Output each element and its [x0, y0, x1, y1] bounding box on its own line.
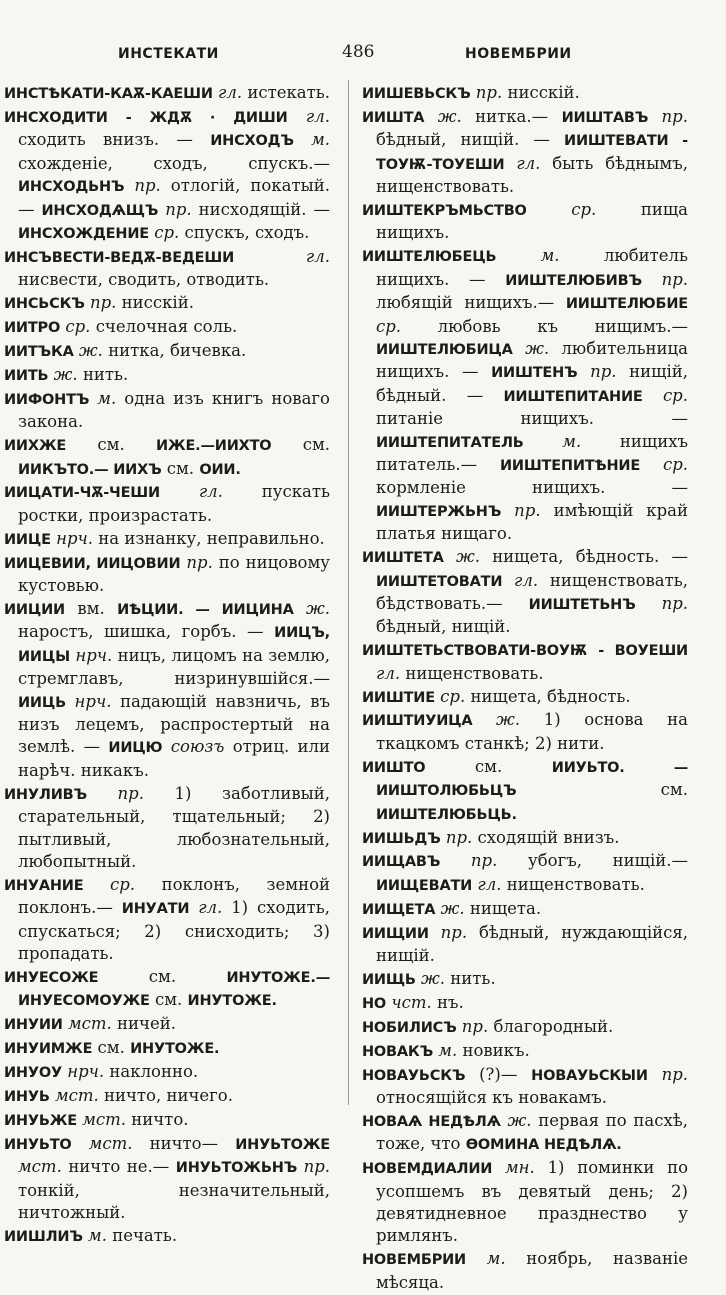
- headword: ИИШТИУИЦА: [362, 713, 473, 730]
- definition-text: 1) основа на ткацкомъ станкѣ; 2) нити.: [376, 710, 688, 753]
- headword: ИИШТЕПИТАТЕЛЬ: [376, 434, 524, 451]
- headword: ИИШЕВЬСКЪ: [362, 86, 471, 102]
- right-column-entry: [362, 968, 688, 991]
- page-number: 486: [342, 42, 375, 62]
- headword: ИИШТЕПИТѢНИЕ: [499, 458, 641, 474]
- definition-text: 1) поминки по усопшемъ въ девятый день; 2) девятидневное празднество у римлянъ.: [376, 1158, 689, 1246]
- headword: ИНУИМЖЕ: [4, 1041, 93, 1058]
- left-column-entry: [4, 434, 330, 481]
- definition-text: нищій, бѣдный. —: [376, 362, 689, 405]
- headword: ИИШТЕЛЮБИЕ: [565, 296, 688, 313]
- definition-text: бѣдный, нищій. —: [376, 130, 550, 150]
- grammar-abbreviation: ср.: [571, 200, 597, 220]
- grammar-abbreviation: гл.: [218, 83, 243, 102]
- definition-text: нищенствовать, бѣдствовать.—: [376, 570, 688, 613]
- definition-text: любящій нищихъ.—: [376, 293, 555, 313]
- grammar-abbreviation: ср.: [440, 686, 466, 706]
- definition-text: нищенствовать.: [405, 663, 544, 683]
- grammar-abbreviation: ж.: [496, 710, 521, 730]
- headword: ИИШТЕЛЮБИЦА: [376, 341, 513, 358]
- grammar-abbreviation: м.: [97, 388, 117, 408]
- grammar-abbreviation: м.: [540, 246, 560, 266]
- headword: ИИШТЕПИТАНИЕ: [503, 388, 643, 405]
- left-column-entry: [4, 1109, 330, 1132]
- headword: ИНУЕСОЖЕ: [4, 969, 99, 986]
- right-running-headword: НОВЕМБРИИ: [465, 46, 572, 62]
- definition-text: ничто—: [149, 1133, 219, 1153]
- headword: ИИШТИЕ: [362, 689, 435, 706]
- headword: ИНСХОДИТИ - ЖДѪ · ДИШИ: [4, 109, 288, 126]
- definition-text: бѣдный, нищій.: [376, 617, 511, 637]
- right-column: [362, 82, 688, 1295]
- right-column-entry: [362, 245, 688, 545]
- definition-text: быть бѣднымъ, нищенствовать.: [376, 153, 688, 197]
- left-column-entry: [4, 1013, 330, 1036]
- left-column: [4, 82, 330, 1249]
- definition-text: наклонно.: [109, 1062, 199, 1082]
- definition-text: нищихъ питатель.—: [376, 431, 689, 474]
- right-column-entry: [362, 106, 688, 199]
- definition-text: нить.: [450, 968, 496, 988]
- headword: ИНСХОДЪ: [210, 133, 294, 150]
- definition-text: ноябрь, названіе мѣсяца.: [376, 1249, 689, 1292]
- headword: ИИШТЕРЖЬНЪ: [376, 503, 502, 520]
- grammar-abbreviation: м.: [486, 1249, 506, 1269]
- grammar-abbreviation: ж.: [421, 968, 446, 988]
- grammar-abbreviation: пр.: [661, 106, 688, 126]
- headword: ИНСХОЖДЕНИЕ: [18, 225, 149, 242]
- definition-text: сходящій внизъ.: [477, 827, 620, 847]
- headword: ИНУЬТОЖЕ: [235, 1136, 331, 1153]
- grammar-abbreviation: ж.: [437, 106, 462, 126]
- headword: ИИШТЕТЬСТВОВАТИ-ВОУѬ - ВОУЕШИ: [362, 643, 688, 660]
- definition-text: (?)—: [479, 1064, 518, 1084]
- headword: ИНСТѢКАТИ-КАѪ-КАЕШИ: [4, 86, 213, 102]
- definition-text: питаніе нищихъ. —: [376, 409, 688, 429]
- right-column-entry: [362, 756, 688, 826]
- definition-text: отлогій, покатый. —: [18, 176, 330, 219]
- right-column-entry: [362, 992, 688, 1015]
- definition-text: падающій навзничь, въ низъ лецемъ, распростертый на землѣ. —: [18, 691, 331, 757]
- left-column-entry: [4, 82, 330, 105]
- headword: НОВЕМДИАЛИИ: [362, 1161, 493, 1178]
- headword: ИИТРО: [4, 320, 61, 337]
- right-column-entry: [362, 898, 688, 921]
- definition-text: кормленіе нищихъ. —: [376, 478, 688, 498]
- grammar-abbreviation: гл.: [514, 570, 539, 590]
- headword: НОБИЛИСЪ: [362, 1019, 457, 1036]
- headword: НОВАѦ НЕДѢЛѦ: [362, 1113, 501, 1130]
- definition-text: ничей.: [117, 1014, 176, 1034]
- grammar-abbreviation: ж.: [455, 547, 480, 567]
- page-header: [0, 42, 726, 72]
- headword: ИИУЬТО. — ИИШТОЛЮБЬЦЪ: [376, 759, 689, 800]
- definition-text: см.: [302, 435, 331, 455]
- grammar-abbreviation: м.: [438, 1040, 458, 1060]
- headword: НОВАУЬСКЪ: [362, 1067, 466, 1084]
- definition-text: нисходящій. —: [198, 199, 330, 219]
- headword: ИИШТЕВАТИ - ТОУѬ-ТОУЕШИ: [376, 133, 688, 173]
- definition-text: счелочная соль.: [95, 317, 238, 337]
- headword: ИНСХОДЬНЪ: [18, 179, 125, 196]
- definition-text: нищета, бѣдность. —: [492, 547, 689, 567]
- headword: ИИШТЕЛЮБЬЦЬ.: [376, 806, 517, 823]
- grammar-abbreviation: ср.: [376, 316, 402, 336]
- grammar-abbreviation: м.: [311, 130, 331, 150]
- right-column-entry: [362, 1110, 688, 1157]
- grammar-abbreviation: мст.: [54, 1085, 99, 1105]
- grammar-abbreviation: гл.: [198, 482, 223, 502]
- definition-text: любовь къ нищимъ.—: [437, 316, 688, 336]
- right-column-entry: [362, 546, 688, 639]
- definition-text: убогъ, нищій.—: [528, 851, 689, 871]
- definition-text: на изнанку, неправильно.: [98, 528, 325, 548]
- grammar-abbreviation: гл.: [198, 898, 223, 918]
- definition-text: 1) заботливый, старательный, тщательный; 2) пытливый, любознательный, любопытный.: [18, 783, 331, 871]
- grammar-abbreviation: пр.: [440, 922, 468, 942]
- definition-text: печать.: [112, 1225, 178, 1245]
- left-column-entry: [4, 388, 330, 434]
- headword: ИИШТАВЪ: [561, 109, 649, 126]
- grammar-abbreviation: гл.: [376, 663, 401, 683]
- definition-text: нищета.: [469, 898, 542, 918]
- definition-text: нитка, бичевка.: [108, 340, 247, 360]
- headword: ИИЩЕВАТИ: [376, 877, 473, 894]
- right-column-entry: [362, 827, 688, 850]
- definition-text: 1) сходить, спускаться; 2) снисходить; 3) пропадать.: [18, 898, 330, 964]
- definition-text: см.: [660, 780, 688, 800]
- definition-text: нить.: [82, 364, 129, 384]
- headword: ИИТЬ: [4, 367, 49, 384]
- definition-text: пища нищихъ.: [376, 200, 689, 243]
- grammar-abbreviation: ж.: [525, 338, 550, 358]
- headword: ИИШТО: [362, 759, 426, 776]
- definition-text: схожденіе, сходъ, спускъ.—: [18, 153, 330, 173]
- left-column-entry: [4, 1061, 330, 1084]
- headword: ИИШТЕНЪ: [491, 365, 578, 382]
- left-column-entry: [4, 106, 330, 245]
- definition-text: вм.: [77, 598, 105, 618]
- left-column-entry: [4, 316, 330, 339]
- headword: ИИШТЕТА: [362, 550, 444, 567]
- headword: ИЖЕ.—ИИХТО: [155, 438, 272, 455]
- headword: ИИШТЕТОВАТИ: [376, 573, 503, 590]
- headword: ѲОМИНА НЕДѢЛѦ.: [465, 1137, 622, 1154]
- definition-text: нитка.—: [475, 106, 549, 126]
- left-column-entry: [4, 1037, 330, 1060]
- left-column-entry: [4, 292, 330, 315]
- definition-text: нисскій.: [121, 293, 194, 313]
- grammar-abbreviation: ср.: [662, 385, 688, 405]
- grammar-abbreviation: пр.: [661, 1064, 689, 1084]
- grammar-abbreviation: пр.: [661, 269, 688, 289]
- definition-text: нищета, бѣдность.: [470, 686, 631, 706]
- definition-text: истекать.: [247, 83, 330, 102]
- headword: ИИШТЕЛЮБИВЪ: [505, 272, 642, 289]
- grammar-abbreviation: м.: [88, 1225, 107, 1245]
- left-column-entry: [4, 364, 330, 387]
- headword: ИИШТЕТЬНЪ: [528, 596, 636, 613]
- definition-text: поклонъ, земной поклонъ.—: [18, 874, 331, 918]
- headword: НО: [362, 995, 387, 1012]
- right-column-entry: [362, 639, 688, 685]
- right-column-entry: [362, 922, 688, 968]
- grammar-abbreviation: ср.: [662, 455, 689, 474]
- headword: НОВАКЪ: [362, 1043, 434, 1060]
- right-column-entry: [362, 1157, 688, 1248]
- headword: ИИТЪКА: [4, 343, 74, 360]
- headword: ИИЦЪ, ИИЦЫ: [18, 625, 330, 665]
- grammar-abbreviation: нрч.: [75, 645, 113, 665]
- definition-text: по ницовому кустовью.: [18, 552, 330, 596]
- definition-text: наростъ, шишка, горбъ. —: [18, 622, 264, 642]
- definition-text: нисскій.: [507, 83, 580, 102]
- right-column-entry: [362, 1248, 688, 1294]
- grammar-abbreviation: нрч.: [67, 1062, 105, 1082]
- definition-text: пускать ростки, произрастать.: [18, 482, 331, 525]
- headword: ИНСЬСКЪ: [4, 296, 85, 313]
- right-column-entry: [362, 850, 688, 897]
- grammar-abbreviation: пр.: [475, 83, 503, 102]
- definition-text: см.: [97, 1038, 125, 1058]
- definition-text: тонкій, незначительный, ничтожный.: [18, 1180, 330, 1222]
- headword: ИИШЬДЪ: [362, 830, 441, 847]
- right-column-entry: [362, 1040, 688, 1063]
- grammar-abbreviation: пр.: [445, 827, 473, 847]
- definition-text: см.: [154, 990, 183, 1010]
- grammar-abbreviation: мст.: [88, 1133, 133, 1153]
- headword: ОИИ.: [199, 461, 241, 478]
- column-divider: [348, 80, 349, 1105]
- grammar-abbreviation: мст.: [82, 1109, 127, 1129]
- grammar-abbreviation: ср.: [154, 222, 180, 242]
- right-column-entry: [362, 1016, 688, 1039]
- right-column-entry: [362, 199, 688, 245]
- grammar-abbreviation: чст.: [391, 992, 432, 1012]
- definition-text: первая по пасхѣ, тоже, что: [376, 1110, 688, 1154]
- left-column-entry: [4, 874, 330, 966]
- left-column-entry: [4, 246, 330, 292]
- left-column-entry: [4, 1133, 330, 1225]
- definition-text: новикъ.: [462, 1040, 530, 1060]
- left-column-entry: [4, 481, 330, 527]
- headword: ИНСХОДѦЩЪ: [41, 202, 159, 219]
- headword: ИНСЪВЕСТИ-ВЕДѪ-ВЕДЕШИ: [4, 249, 235, 266]
- headword: ИНУАТИ: [121, 901, 190, 918]
- grammar-abbreviation: мст.: [18, 1157, 62, 1177]
- headword: ИИШТЕЛЮБЕЦЬ: [362, 249, 497, 266]
- headword: НОВЕМБРИИ: [362, 1252, 466, 1269]
- headword: НОВАУЬСКЫИ: [531, 1067, 648, 1084]
- grammar-abbreviation: ж.: [507, 1110, 532, 1130]
- headword: ИИЦЕ: [4, 531, 51, 548]
- headword: ИИШТЕКРЪМЬСТВО: [362, 203, 527, 220]
- headword: ИИЩЕТА: [362, 901, 436, 918]
- right-column-entry: [362, 686, 688, 709]
- left-column-entry: [4, 966, 330, 1013]
- grammar-abbreviation: ср.: [65, 317, 91, 337]
- headword: ИНУИИ: [4, 1017, 63, 1034]
- grammar-abbreviation: ж.: [53, 364, 78, 384]
- right-column-entry: [362, 82, 688, 105]
- left-column-entry: [4, 528, 330, 551]
- headword: ИИХЖЕ: [4, 438, 67, 455]
- headword: ИИЩАВЪ: [362, 854, 441, 871]
- grammar-abbreviation: ж.: [78, 340, 103, 360]
- grammar-abbreviation: нрч.: [56, 528, 94, 548]
- grammar-abbreviation: мст.: [67, 1014, 112, 1034]
- left-column-entry: [4, 598, 330, 782]
- grammar-abbreviation: нрч.: [74, 691, 112, 711]
- headword: ИНУЛИВЪ: [4, 786, 87, 803]
- definition-text: ницъ, лицомъ на землю, стремглавъ, низринувшійся.—: [18, 645, 330, 689]
- headword: ИНУОУ: [4, 1065, 62, 1082]
- grammar-abbreviation: гл.: [477, 874, 502, 894]
- headword: ИИЦЬ: [18, 694, 66, 711]
- grammar-abbreviation: пр.: [461, 1016, 489, 1036]
- grammar-abbreviation: м.: [562, 431, 582, 451]
- grammar-abbreviation: ж.: [305, 598, 330, 618]
- definition-text: сходить внизъ. —: [18, 130, 193, 150]
- grammar-abbreviation: гл.: [516, 153, 541, 173]
- definition-text: любитель нищихъ. —: [376, 246, 689, 289]
- grammar-abbreviation: пр.: [470, 851, 498, 871]
- grammar-abbreviation: ж.: [440, 898, 465, 918]
- headword: ИИЦАТИ-ЧѪ-ЧЕШИ: [4, 485, 160, 502]
- definition-text: имѣющій край платья нищаго.: [376, 500, 689, 544]
- headword: ИИКЪТО.— ИИХЪ: [18, 461, 162, 478]
- headword: ИИФОНТЪ: [4, 391, 90, 408]
- headword: ИНУЬ: [4, 1088, 50, 1105]
- headword: ИИЩИИ: [362, 925, 429, 942]
- headword: ИИЦИИ: [4, 601, 65, 618]
- headword: ИНУЬЖЕ: [4, 1112, 77, 1129]
- grammar-abbreviation: пр.: [590, 362, 617, 382]
- grammar-abbreviation: пр.: [89, 293, 117, 313]
- grammar-abbreviation: союзъ: [170, 737, 225, 757]
- headword: ИИШТА: [362, 109, 425, 126]
- definition-text: отриц. или нарѣч. никакъ.: [18, 737, 331, 780]
- left-column-entry: [4, 552, 330, 598]
- grammar-abbreviation: гл.: [305, 246, 330, 266]
- definition-text: ничто.: [131, 1109, 189, 1129]
- headword: ИИЦЮ: [108, 740, 163, 757]
- headword: ИНУТОЖЕ.: [187, 993, 277, 1010]
- grammar-abbreviation: пр.: [514, 500, 541, 520]
- headword: ИНУЬТОЖЬНЪ: [175, 1160, 298, 1177]
- headword: ИѢЦИИ. — ИИЦИНА: [117, 601, 294, 618]
- definition-text: благородный.: [493, 1016, 614, 1036]
- definition-text: нищенствовать.: [506, 874, 645, 894]
- definition-text: относящійся къ новакамъ.: [376, 1087, 607, 1107]
- headword: ИНУТОЖЕ.—ИНУЕСОМОУЖЕ: [18, 969, 330, 1010]
- definition-text: см.: [97, 435, 125, 455]
- grammar-abbreviation: пр.: [165, 199, 192, 219]
- headword: ИИЩЬ: [362, 971, 416, 988]
- right-column-entry: [362, 1064, 688, 1110]
- definition-text: см.: [474, 756, 503, 776]
- grammar-abbreviation: пр.: [186, 552, 213, 572]
- headword: ИНУЬТО: [4, 1136, 72, 1153]
- grammar-abbreviation: гл.: [305, 106, 330, 126]
- definition-text: см.: [166, 458, 195, 478]
- grammar-abbreviation: мн.: [505, 1158, 535, 1178]
- grammar-abbreviation: пр.: [303, 1157, 330, 1177]
- definition-text: бѣдный, нуждающійся, нищій.: [376, 922, 688, 966]
- left-running-headword: ИНСТЕКАТИ: [118, 46, 219, 62]
- definition-text: любительница нищихъ. —: [376, 338, 688, 382]
- grammar-abbreviation: пр.: [134, 176, 161, 196]
- left-column-entry: [4, 1225, 330, 1248]
- grammar-abbreviation: пр.: [117, 783, 144, 803]
- grammar-abbreviation: ср.: [109, 874, 136, 894]
- definition-text: ничто, ничего.: [104, 1085, 233, 1105]
- left-column-entry: [4, 783, 330, 874]
- definition-text: одна изъ книгъ новаго закона.: [18, 388, 330, 432]
- headword: ИИЦЕВИИ, ИИЦОВИИ: [4, 555, 181, 572]
- definition-text: спускъ, сходъ.: [184, 222, 310, 242]
- right-column-entry: [362, 709, 688, 755]
- left-column-entry: [4, 340, 330, 363]
- headword: ИНУАНИЕ: [4, 877, 84, 894]
- definition-text: нъ.: [436, 992, 464, 1012]
- definition-text: ничто не.—: [68, 1157, 170, 1177]
- headword: ИИШЛИЪ: [4, 1228, 83, 1245]
- grammar-abbreviation: пр.: [661, 593, 689, 613]
- definition-text: см.: [148, 966, 177, 986]
- headword: ИНУТОЖЕ.: [130, 1041, 220, 1058]
- left-column-entry: [4, 1085, 330, 1108]
- definition-text: нисвести, сводить, отводить.: [18, 270, 270, 290]
